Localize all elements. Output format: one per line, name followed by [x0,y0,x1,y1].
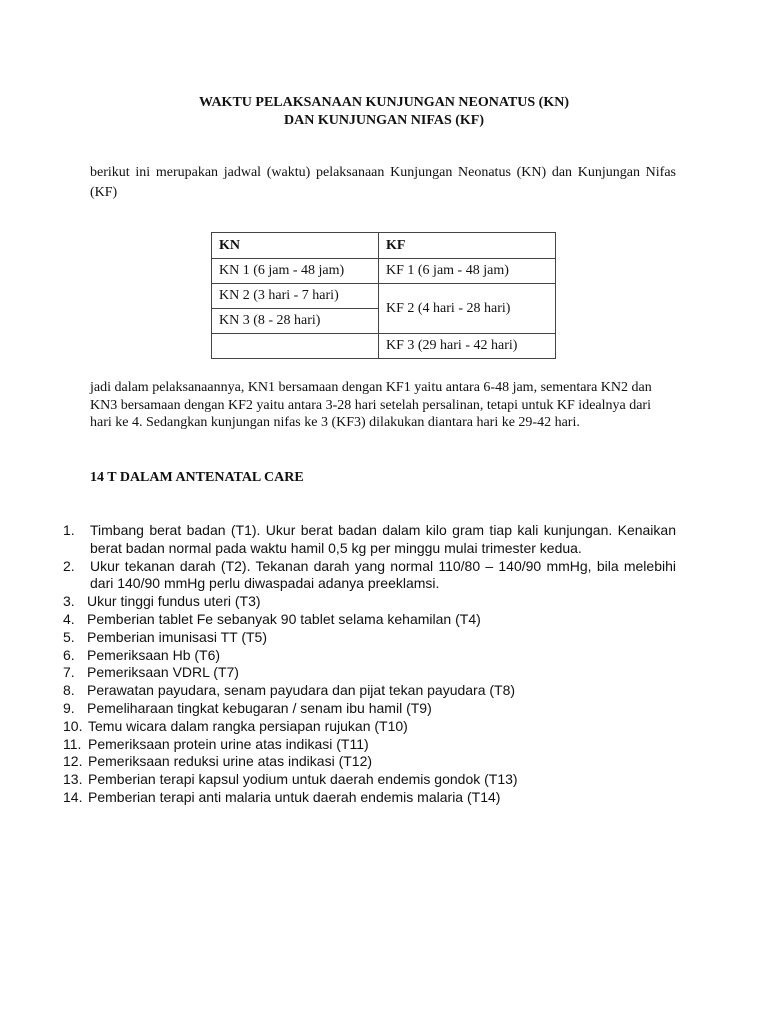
list-item [58,700,676,718]
document-title-line-2: DAN KUNJUNGAN NIFAS (KF) [283,113,484,128]
list-item-text: Pemeriksaan reduksi urine atas indikasi (T12) [88,753,373,770]
table-header-kf: KF [379,233,556,259]
list-item-number: 11. [63,735,82,752]
list-item [58,736,676,754]
list-item-text: Pemeriksaan protein urine atas indikasi (T11) [88,735,369,752]
table-cell-kf1: KF 1 (6 jam - 48 jam) [379,259,556,284]
list-item-number: 8. [63,682,75,699]
list-item-number: 2. [63,557,75,574]
table-row [212,284,556,309]
list-item-text: Pemberian imunisasi TT (T5) [87,628,267,645]
list-item-text: Timbang berat badan (T1). Ukur berat badan dalam kilo gram tiap kali kunjungan. Kenaikan berat badan normal pada waktu hamil 0,5 kg per minggu mulai trimester kedua. [90,522,676,556]
list-item-text: Pemberian tablet Fe sebanyak 90 tablet selama kehamilan (T4) [87,610,481,627]
list-item-number: 13. [63,771,83,788]
table-row [212,334,556,359]
list-item-text: Ukur tekanan darah (T2). Tekanan darah yang normal 110/80 – 140/90 mmHg, bila melebihi dari 140/90 mmHg perlu diwaspadai adanya preeklamsi. [90,557,676,592]
list-item [58,771,676,789]
list-item [58,718,676,736]
table-row [212,259,556,284]
table-cell-kn3: KN 3 (8 - 28 hari) [212,309,379,334]
list-item-text: Pemberian terapi kapsul yodium untuk daerah endemis gondok (T13) [88,771,518,788]
list-item-number: 4. [63,610,75,627]
section-heading: 14 T DALAM ANTENATAL CARE [90,470,304,485]
list-item [58,682,676,700]
table-cell-kf2: KF 2 (4 hari - 28 hari) [379,284,556,334]
list-item-text: Pemeriksaan Hb (T6) [87,646,221,663]
list-item-number: 7. [63,664,75,681]
list-item-number: 3. [63,593,75,610]
list-item [58,558,676,594]
list-item-number: 1. [63,522,75,538]
list-item [58,753,676,771]
list-item [58,611,676,629]
table-cell-empty [212,334,379,359]
list-item [58,522,676,558]
list-item-number: 6. [63,646,75,663]
visit-schedule-table [211,232,556,359]
table-header-row [212,233,556,259]
list-item [58,789,676,807]
list-item [58,664,676,682]
list-item-text: Pemberian terapi anti malaria untuk daerah endemis malaria (T14) [88,788,501,805]
table-cell-kn1: KN 1 (6 jam - 48 jam) [212,259,379,284]
list-item-number: 14. [63,788,83,805]
antenatal-care-list [58,522,676,807]
list-item-text: Perawatan payudara, senam payudara dan pijat tekan payudara (T8) [87,682,516,699]
summary-paragraph: jadi dalam pelaksanaannya, KN1 bersamaan dengan KF1 yaitu antara 6-48 jam, sementara KN2 dan KN3 bersamaan dengan KF2 yaitu antara 3-28 hari setelah persalinan, tetapi untuk KF idealnya dari hari ke 4. Sedangkan kunjungan nifas ke 3 (KF3) dilakukan diantara hari ke 29-42 hari. [90,380,652,430]
table-cell-kf3: KF 3 (29 hari - 42 hari) [379,334,556,359]
list-item-number: 12. [63,753,83,770]
list-item-number: 10. [63,717,83,734]
list-item [58,629,676,647]
list-item-text: Ukur tinggi fundus uteri (T3) [87,593,261,610]
list-item-number: 9. [63,699,75,716]
list-item-text: Temu wicara dalam rangka persiapan rujukan (T10) [88,717,408,734]
list-item [58,647,676,665]
list-item [58,593,676,611]
list-item-number: 5. [63,628,75,645]
list-item-text: Pemeriksaan VDRL (T7) [87,664,239,681]
table-cell-kn2: KN 2 (3 hari - 7 hari) [212,284,379,309]
list-item-text: Pemeliharaan tingkat kebugaran / senam ibu hamil (T9) [87,699,432,716]
intro-paragraph: berikut ini merupakan jadwal (waktu) pelaksanaan Kunjungan Neonatus (KN) dan Kunjungan Nifas (KF) [90,165,676,200]
table-header-kn: KN [212,233,379,259]
document-title-line-1: WAKTU PELAKSANAAN KUNJUNGAN NEONATUS (KN) [199,95,569,110]
